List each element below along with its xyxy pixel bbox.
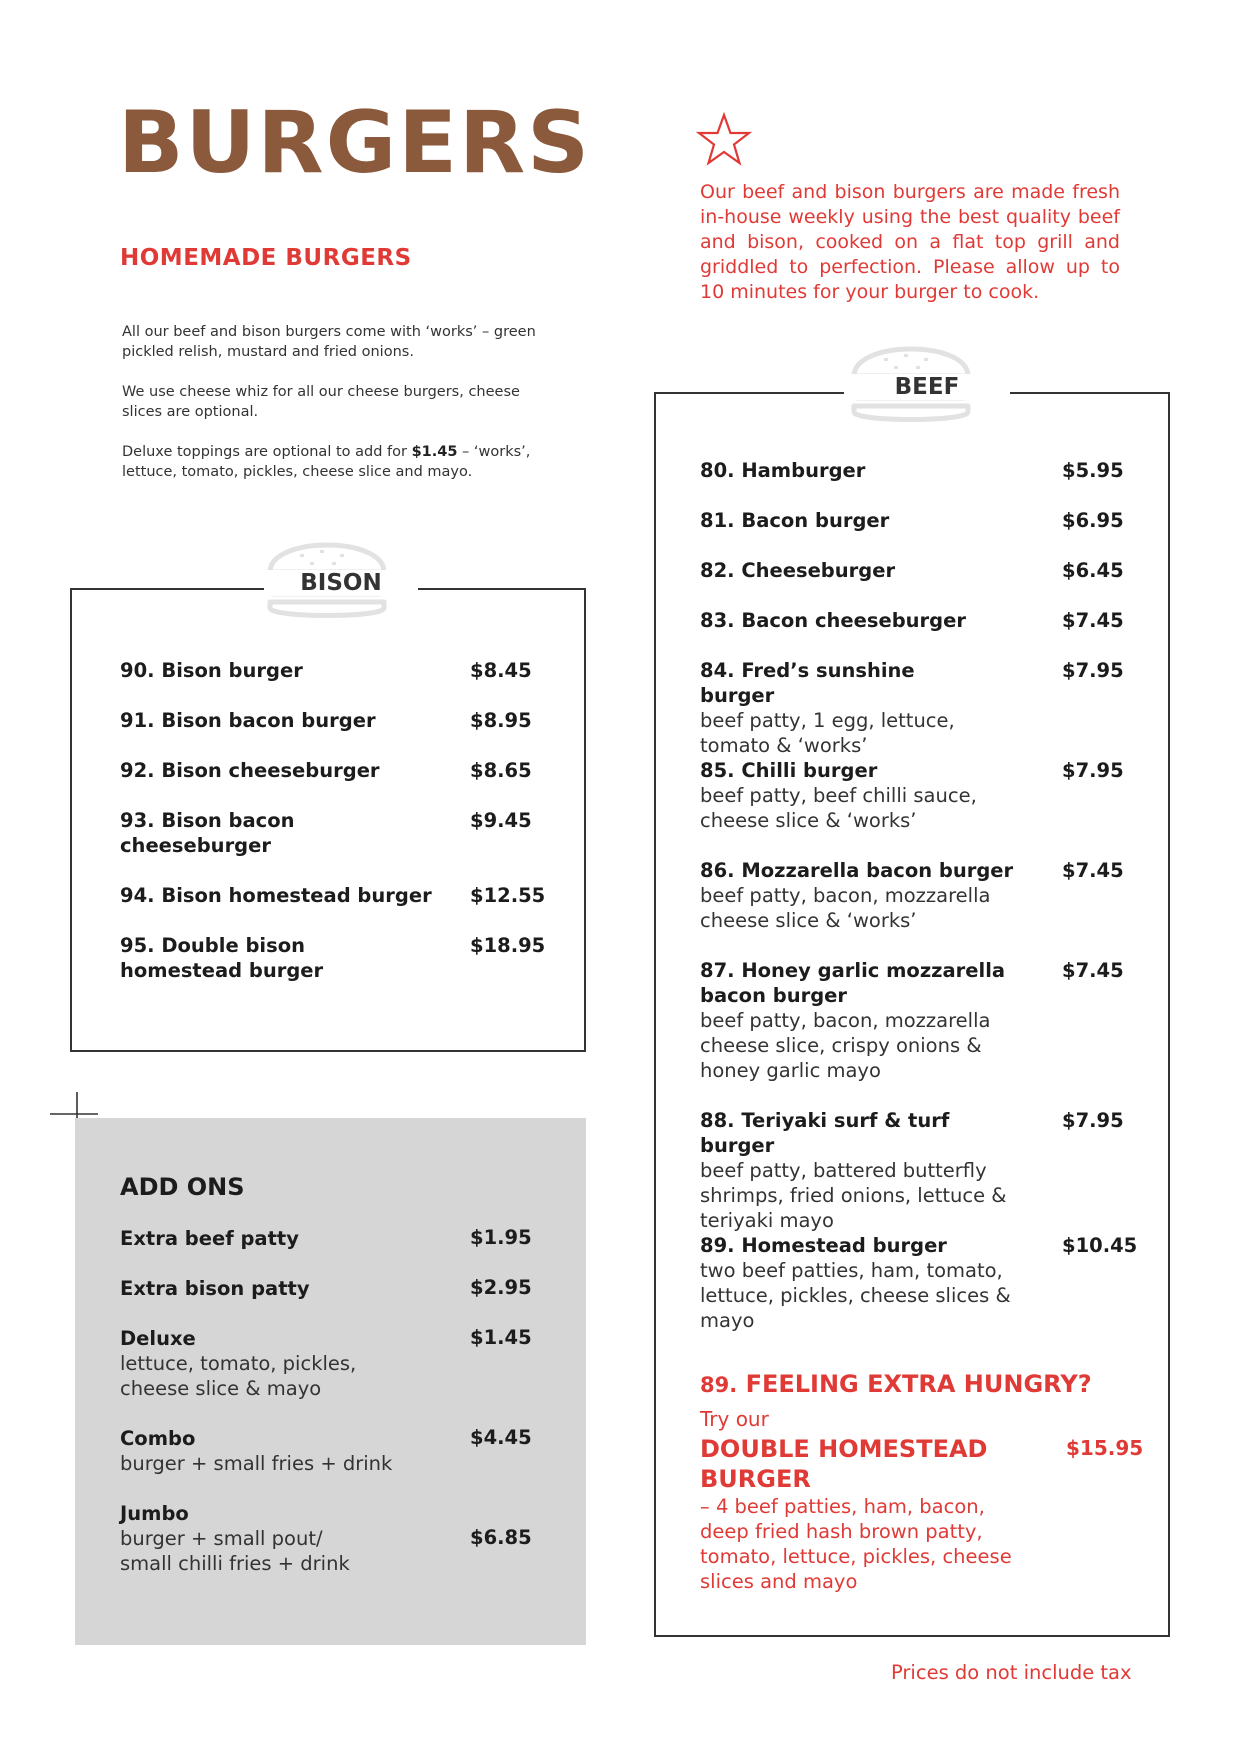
beef-item-price: $5.95 bbox=[1062, 459, 1124, 482]
beef-item-desc: two beef patties, ham, tomato, lettuce, pickles, cheese slices & mayo bbox=[700, 1259, 1011, 1332]
fresh-note: Our beef and bison burgers are made fresh in-house weekly using the best quality beef and bison, cooked on a flat top grill and griddled to perfection. Please allow up to 10 minutes for your burger to cook. bbox=[700, 181, 1120, 303]
addon-price: $4.45 bbox=[470, 1426, 532, 1449]
addon-price: $6.85 bbox=[470, 1526, 532, 1549]
beef-item bbox=[700, 508, 1030, 533]
beef-item-name: 82. Cheeseburger bbox=[700, 559, 896, 582]
beef-item bbox=[700, 958, 1010, 1083]
beef-item-desc: beef patty, beef chilli sauce, cheese slice & ‘works’ bbox=[700, 784, 977, 832]
intro-works: All our beef and bison burgers come with ‘works’ – green pickled relish, mustard and fried onions. bbox=[122, 324, 536, 360]
intro-cheese: We use cheese whiz for all our cheese burgers, cheese slices are optional. bbox=[122, 384, 520, 420]
bison-item-name: 93. Bison bacon cheeseburger bbox=[120, 809, 295, 857]
addon-price: $1.95 bbox=[470, 1226, 532, 1249]
addon-desc: burger + small pout/ small chilli fries + drink bbox=[120, 1527, 350, 1575]
addon-name: Extra bison patty bbox=[120, 1277, 310, 1300]
beef-label: BEEF bbox=[844, 374, 1010, 400]
addon-item bbox=[120, 1326, 380, 1401]
bison-label: BISON bbox=[264, 570, 418, 596]
hungry-heading: 89. FEELING EXTRA HUNGRY? bbox=[700, 1370, 1092, 1398]
beef-item-price: $7.95 bbox=[1062, 659, 1124, 682]
beef-item-desc: beef patty, 1 egg, lettuce, tomato & ‘works’ bbox=[700, 709, 955, 757]
beef-item bbox=[700, 1108, 1030, 1233]
beef-item-name: 85. Chilli burger bbox=[700, 759, 878, 782]
beef-item-price: $7.95 bbox=[1062, 1109, 1124, 1132]
beef-item-name: 83. Bacon cheeseburger bbox=[700, 609, 966, 632]
addons-title: ADD ONS bbox=[120, 1173, 245, 1201]
beef-item-name: 81. Bacon burger bbox=[700, 509, 890, 532]
section-subtitle: HOMEMADE BURGERS bbox=[120, 245, 412, 271]
addon-item bbox=[120, 1276, 440, 1301]
beef-item-price: $7.45 bbox=[1062, 609, 1124, 632]
beef-item-name: 84. Fred’s sunshine burger bbox=[700, 659, 915, 707]
addon-item bbox=[120, 1426, 450, 1476]
addon-name: Jumbo bbox=[120, 1502, 189, 1525]
beef-item bbox=[700, 658, 990, 758]
addon-name: Combo bbox=[120, 1427, 196, 1450]
beef-item-price: $10.45 bbox=[1062, 1234, 1138, 1257]
bison-item-name: 90. Bison burger bbox=[120, 659, 303, 682]
beef-item-price: $7.45 bbox=[1062, 859, 1124, 882]
bison-item-name: 95. Double bison homestead burger bbox=[120, 934, 324, 982]
hungry-item-name: DOUBLE HOMESTEAD BURGER bbox=[700, 1435, 988, 1493]
addon-desc: burger + small fries + drink bbox=[120, 1452, 393, 1475]
beef-item-price: $6.95 bbox=[1062, 509, 1124, 532]
beef-item-name: 86. Mozzarella bacon burger bbox=[700, 859, 1014, 882]
intro-deluxe: Deluxe toppings are optional to add for $1.45 – ‘works’, lettuce, tomato, pickles, cheese slice and mayo. bbox=[122, 444, 531, 480]
addon-price: $2.95 bbox=[470, 1276, 532, 1299]
beef-item-name: 89. Homestead burger bbox=[700, 1234, 947, 1257]
tax-note: Prices do not include tax bbox=[891, 1661, 1132, 1684]
addon-item bbox=[120, 1226, 440, 1251]
beef-item-price: $7.95 bbox=[1062, 759, 1124, 782]
beef-item-name: 87. Honey garlic mozzarella bacon burger bbox=[700, 959, 1006, 1007]
bison-item-name: 92. Bison cheeseburger bbox=[120, 759, 380, 782]
beef-item-price: $6.45 bbox=[1062, 559, 1124, 582]
bison-item-price: $8.95 bbox=[470, 709, 532, 732]
addon-name: Deluxe bbox=[120, 1327, 196, 1350]
bison-item-price: $12.55 bbox=[470, 884, 546, 907]
bison-item-price: $8.45 bbox=[470, 659, 532, 682]
bison-item-price: $18.95 bbox=[470, 934, 546, 957]
beef-item-desc: beef patty, bacon, mozzarella cheese slice, crispy onions & honey garlic mayo bbox=[700, 1009, 991, 1082]
beef-item bbox=[700, 608, 1030, 633]
beef-item-desc: beef patty, battered butterfly shrimps, fried onions, lettuce & teriyaki mayo bbox=[700, 1159, 1007, 1232]
hungry-try: Try our bbox=[700, 1407, 769, 1431]
beef-item bbox=[700, 858, 1020, 933]
bison-item-name: 94. Bison homestead burger bbox=[120, 884, 432, 907]
hungry-item-price: $15.95 bbox=[1066, 1436, 1144, 1460]
bison-item-price: $8.65 bbox=[470, 759, 532, 782]
addon-name: Extra beef patty bbox=[120, 1227, 299, 1250]
beef-item-price: $7.45 bbox=[1062, 959, 1124, 982]
beef-item-name: 80. Hamburger bbox=[700, 459, 866, 482]
page-title: BURGERS bbox=[118, 93, 592, 193]
bison-item-price: $9.45 bbox=[470, 809, 532, 832]
hungry-item-desc: – 4 beef patties, ham, bacon, deep fried hash brown patty, tomato, lettuce, pickles, cheese slices and mayo bbox=[700, 1495, 1012, 1593]
beef-item bbox=[700, 1233, 1020, 1333]
addon-desc: lettuce, tomato, pickles, cheese slice & mayo bbox=[120, 1352, 357, 1400]
beef-item bbox=[700, 458, 1030, 483]
beef-item bbox=[700, 758, 990, 833]
bison-item-name: 91. Bison bacon burger bbox=[120, 709, 376, 732]
star-icon bbox=[695, 112, 753, 168]
beef-item bbox=[700, 558, 1030, 583]
beef-item-desc: beef patty, bacon, mozzarella cheese slice & ‘works’ bbox=[700, 884, 991, 932]
addon-item bbox=[120, 1501, 360, 1576]
beef-item-name: 88. Teriyaki surf & turf burger bbox=[700, 1109, 950, 1157]
addon-price: $1.45 bbox=[470, 1326, 532, 1349]
